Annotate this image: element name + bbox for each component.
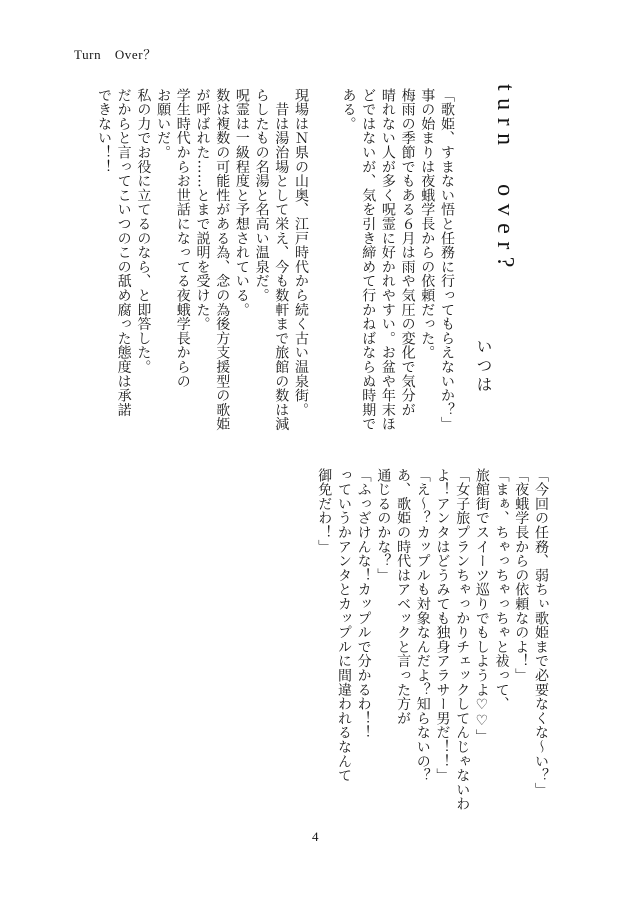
text-line: 「今回の任務、弱ちぃ歌姫まで必要なくな～い？」 [533,468,549,797]
text-line: 昔は湯治場として栄え、今も数軒まで旅館の数は減 [273,88,290,432]
narration-block [93,88,310,431]
text-line: 「ふっざけんな！カップルで分かるわ！！ [355,468,372,740]
text-line: 私の力でお役に立てるのなら、と即答した。 [135,88,152,374]
text-line: っていうかアンタとカップルに間違われるなんて [335,468,352,783]
text-line: お願いだ。 [155,88,172,160]
story-title: turn over? [492,84,518,275]
text-line: できない！！ [95,88,112,174]
text-line: 「え～？カップルも対象なんだよ？知らないの？ [414,468,431,783]
text-line: あ、歌姫の時代はアベックと言った方が [395,468,412,726]
author-name: いつは [474,338,493,395]
text-line: 学生時代からお世話になってる夜蛾学長からの [174,88,191,389]
text-line: 梅雨の季節でもある６月は雨や気圧の変化で気分が [399,88,416,417]
text-line: らしたもの名湯と名高い温泉だ。 [253,88,270,303]
text-line: 「まぁ、ちゃっちゃっちゃと祓って、 [493,468,510,712]
text-line: 「歌姫、すまない悟と任務に行ってもらえないか？」 [439,88,455,432]
intro-block [338,88,456,431]
text-line: 「夜蛾学長からの依頼なのよ！」 [513,468,530,683]
page-number: 4 [312,829,319,844]
text-line: よ！アンタはどうみても独身アラサー男だ！！」 [434,468,451,783]
text-line: 旅館街でスイーツ巡りでもしようよ♡♡」 [473,468,490,744]
text-line: どではないが、気を引き締めて行かねばならぬ時期で [360,88,377,432]
text-line: が呼ばれた……とまで説明を受けた。 [194,88,211,332]
text-line: 数は複数の可能性がある為、念の為後方支援型の歌姫 [214,88,231,432]
text-line: 現場はＮ県の山奥、江戸時代から続く古い温泉街。 [293,88,309,417]
text-line: 「女子旅プランちゃっかりチェックしてんじゃないわ [454,468,471,812]
text-line: 事の始まりは夜蛾学長からの依頼だった。 [419,88,436,360]
dialogue-block [314,468,550,811]
text-line: 通じるのかな？」 [375,468,392,583]
text-line: 呪霊は一級程度と予想されている。 [233,88,250,317]
running-title: Turn Over？ [74,47,157,62]
text-line: 晴れない人が多く呪霊に好かれやすい。お盆や年末ほ [379,88,396,432]
text-line: ある。 [340,88,357,131]
text-line: だからと言ってこいつのこの舐め腐った態度は承諾 [115,88,132,417]
text-line: 御免だわ！」 [316,468,333,554]
